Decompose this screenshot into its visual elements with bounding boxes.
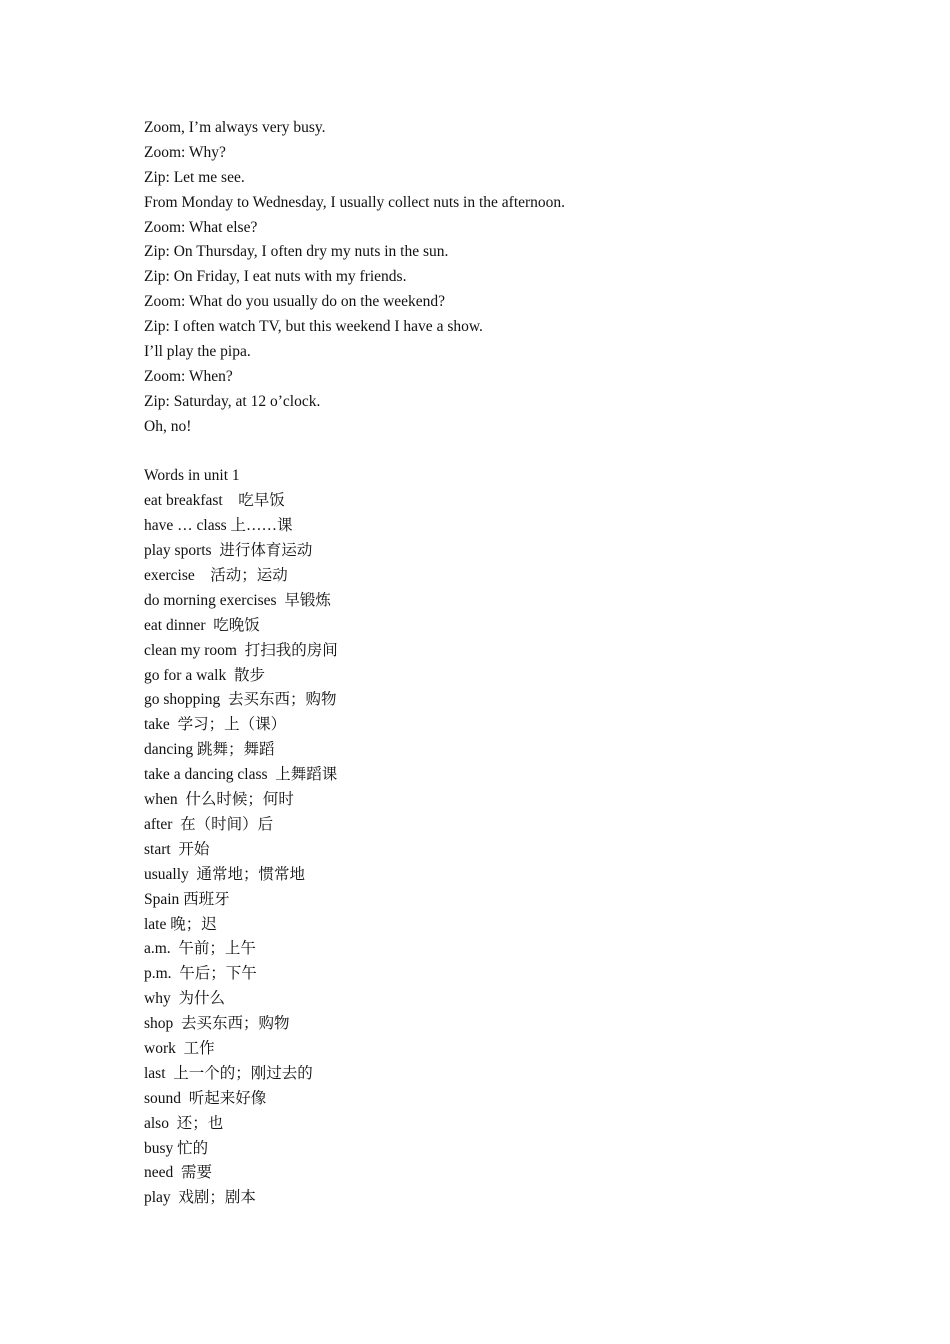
word-entry: play 戏剧；剧本: [144, 1189, 256, 1207]
word-entry: go for a walk 散步: [144, 666, 265, 684]
word-entry: late 晚；迟: [144, 915, 217, 933]
word-entry: start 开始: [144, 840, 210, 858]
word-entry: work 工作: [144, 1039, 215, 1057]
dialogue-line: Zoom: When?: [144, 367, 233, 385]
word-entry: why 为什么: [144, 990, 225, 1008]
word-entry: shop 去买东西；购物: [144, 1015, 290, 1033]
word-entry: do morning exercises 早锻炼: [144, 591, 331, 609]
paragraph-spacer: [144, 440, 904, 465]
word-entry: last 上一个的；刚过去的: [144, 1064, 313, 1082]
word-list-heading: Words in unit 1: [144, 467, 240, 485]
word-entry: go shopping 去买东西；购物: [144, 691, 337, 709]
dialogue-line: Zoom: What else?: [144, 218, 258, 236]
word-entry: take 学习；上（课）: [144, 716, 287, 734]
dialogue-line: Zip: I often watch TV, but this weekend I have a show.: [144, 318, 483, 336]
word-entry: exercise 活动；运动: [144, 567, 288, 585]
dialogue-line: Zoom: What do you usually do on the weekend?: [144, 293, 446, 311]
dialogue-line: Zip: Let me see.: [144, 168, 245, 186]
word-entry: Spain 西班牙: [144, 890, 230, 908]
word-entry: have … class 上……课: [144, 517, 293, 535]
dialogue-line: From Monday to Wednesday, I usually collect nuts in the afternoon.: [144, 193, 566, 211]
word-list-section: [144, 464, 904, 1211]
word-entry: eat dinner 吃晚饭: [144, 616, 260, 634]
dialogue-line: Zoom: Why?: [144, 143, 226, 161]
word-entry: after 在（时间）后: [144, 815, 274, 833]
word-entry: sound 听起来好像: [144, 1089, 267, 1107]
word-entry: dancing 跳舞；舞蹈: [144, 741, 275, 759]
word-entry: need 需要: [144, 1164, 213, 1182]
dialogue-line: I’ll play the pipa.: [144, 343, 251, 361]
word-entry: take a dancing class 上舞蹈课: [144, 766, 338, 784]
dialogue-line: Zoom, I’m always very busy.: [144, 119, 326, 136]
word-entry: usually 通常地；惯常地: [144, 865, 306, 883]
dialogue-line: Zip: Saturday, at 12 o’clock.: [144, 392, 321, 410]
word-entry: when 什么时候；何时: [144, 791, 294, 809]
dialogue-line: Zip: On Friday, I eat nuts with my friends.: [144, 268, 407, 286]
dialogue-section: [144, 116, 904, 440]
word-entry: play sports 进行体育运动: [144, 542, 313, 560]
document-page: [144, 116, 904, 1211]
word-entry: a.m. 午前；上午: [144, 940, 256, 958]
dialogue-line: Oh, no!: [144, 417, 192, 435]
word-entry: also 还；也: [144, 1114, 224, 1132]
word-entry: busy 忙的: [144, 1139, 209, 1157]
word-entry: p.m. 午后；下午: [144, 965, 257, 983]
word-entry: eat breakfast 吃早饭: [144, 492, 285, 510]
dialogue-line: Zip: On Thursday, I often dry my nuts in the sun.: [144, 243, 449, 261]
word-entry: clean my room 打扫我的房间: [144, 641, 338, 659]
